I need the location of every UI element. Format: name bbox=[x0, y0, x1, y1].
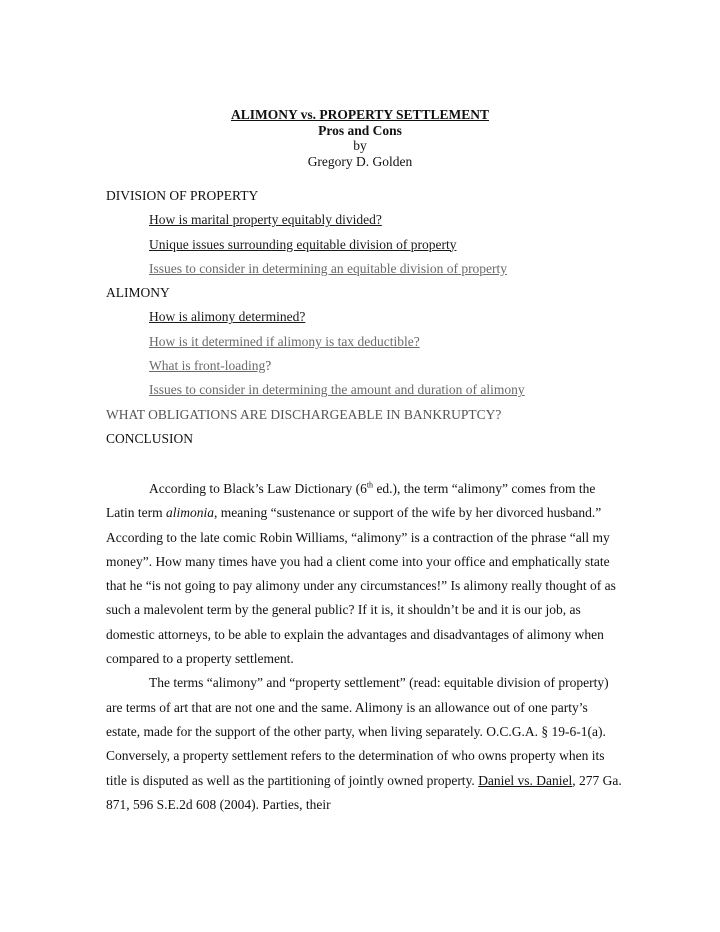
toc-heading-bankruptcy[interactable]: WHAT OBLIGATIONS ARE DISCHARGEABLE IN BANKRUPTCY? bbox=[106, 406, 502, 422]
paragraph-1: According to Black’s Law Dictionary (6th ed.), the term “alimony” comes from the Latin term alimonia, meaning “sustenance or support of the wife by her divorced husband.” According to the late comic Robin Williams, “alimony” is a contraction of the phrase “all my money”. How many times have you had a client come into your office and emphatically state that he “is not going to pay alimony under any circumstances!” Is alimony really thought of as such a malevolent term by the general public? If it is, it shouldn’t be and it is our job, as domestic attorneys, to be able to explain the advantages and disadvantages of alimony when compared to a property settlement. bbox=[106, 480, 616, 667]
toc-link-tax-deductible[interactable]: How is it determined if alimony is tax deductible? bbox=[149, 333, 420, 349]
toc-heading-division: DIVISION OF PROPERTY bbox=[106, 188, 259, 203]
edition-superscript: th bbox=[366, 480, 374, 490]
toc-heading-conclusion: CONCLUSION bbox=[106, 430, 194, 446]
body-text bbox=[106, 477, 622, 817]
byline-by: by bbox=[353, 138, 367, 153]
case-citation: Daniel vs. Daniel bbox=[478, 772, 573, 788]
toc-link-issues-alimony[interactable]: Issues to consider in determining the amount and duration of alimony bbox=[149, 382, 525, 398]
latin-term: alimonia bbox=[165, 505, 214, 521]
paragraph-2: The terms “alimony” and “property settlement” (read: equitable division of property) are terms of art that are not one and the same. Alimony is an allowance out of one party’s estate, made for the support of the other party, when living separately. O.C.G.A. § 19-6-1(a). Conversely, a property settlement refers to the determination of who owns property when its title is disputed as well as the partitioning of jointly owned property. Daniel vs. Daniel, 277 Ga. 871, 596 S.E.2d 608 (2004). Parties, their bbox=[106, 675, 622, 812]
toc-link-issues-division[interactable]: Issues to consider in determining an equitable division of property bbox=[149, 260, 508, 276]
toc-link-unique-issues[interactable]: Unique issues surrounding equitable division of property bbox=[149, 236, 457, 252]
toc-link-front-loading[interactable]: What is front-loading bbox=[149, 358, 266, 374]
author-name: Gregory D. Golden bbox=[307, 153, 413, 169]
toc-link-marital-property[interactable]: How is marital property equitably divided? bbox=[149, 212, 382, 228]
toc-heading-alimony: ALIMONY bbox=[106, 285, 170, 301]
title-block bbox=[0, 107, 720, 169]
front-loading-question-mark: ? bbox=[265, 358, 272, 374]
document-subtitle: Pros and Cons bbox=[318, 122, 402, 138]
document-title: ALIMONY vs. PROPERTY SETTLEMENT bbox=[230, 107, 490, 122]
table-of-contents bbox=[106, 184, 666, 451]
toc-link-alimony-determined[interactable]: How is alimony determined? bbox=[149, 309, 306, 325]
